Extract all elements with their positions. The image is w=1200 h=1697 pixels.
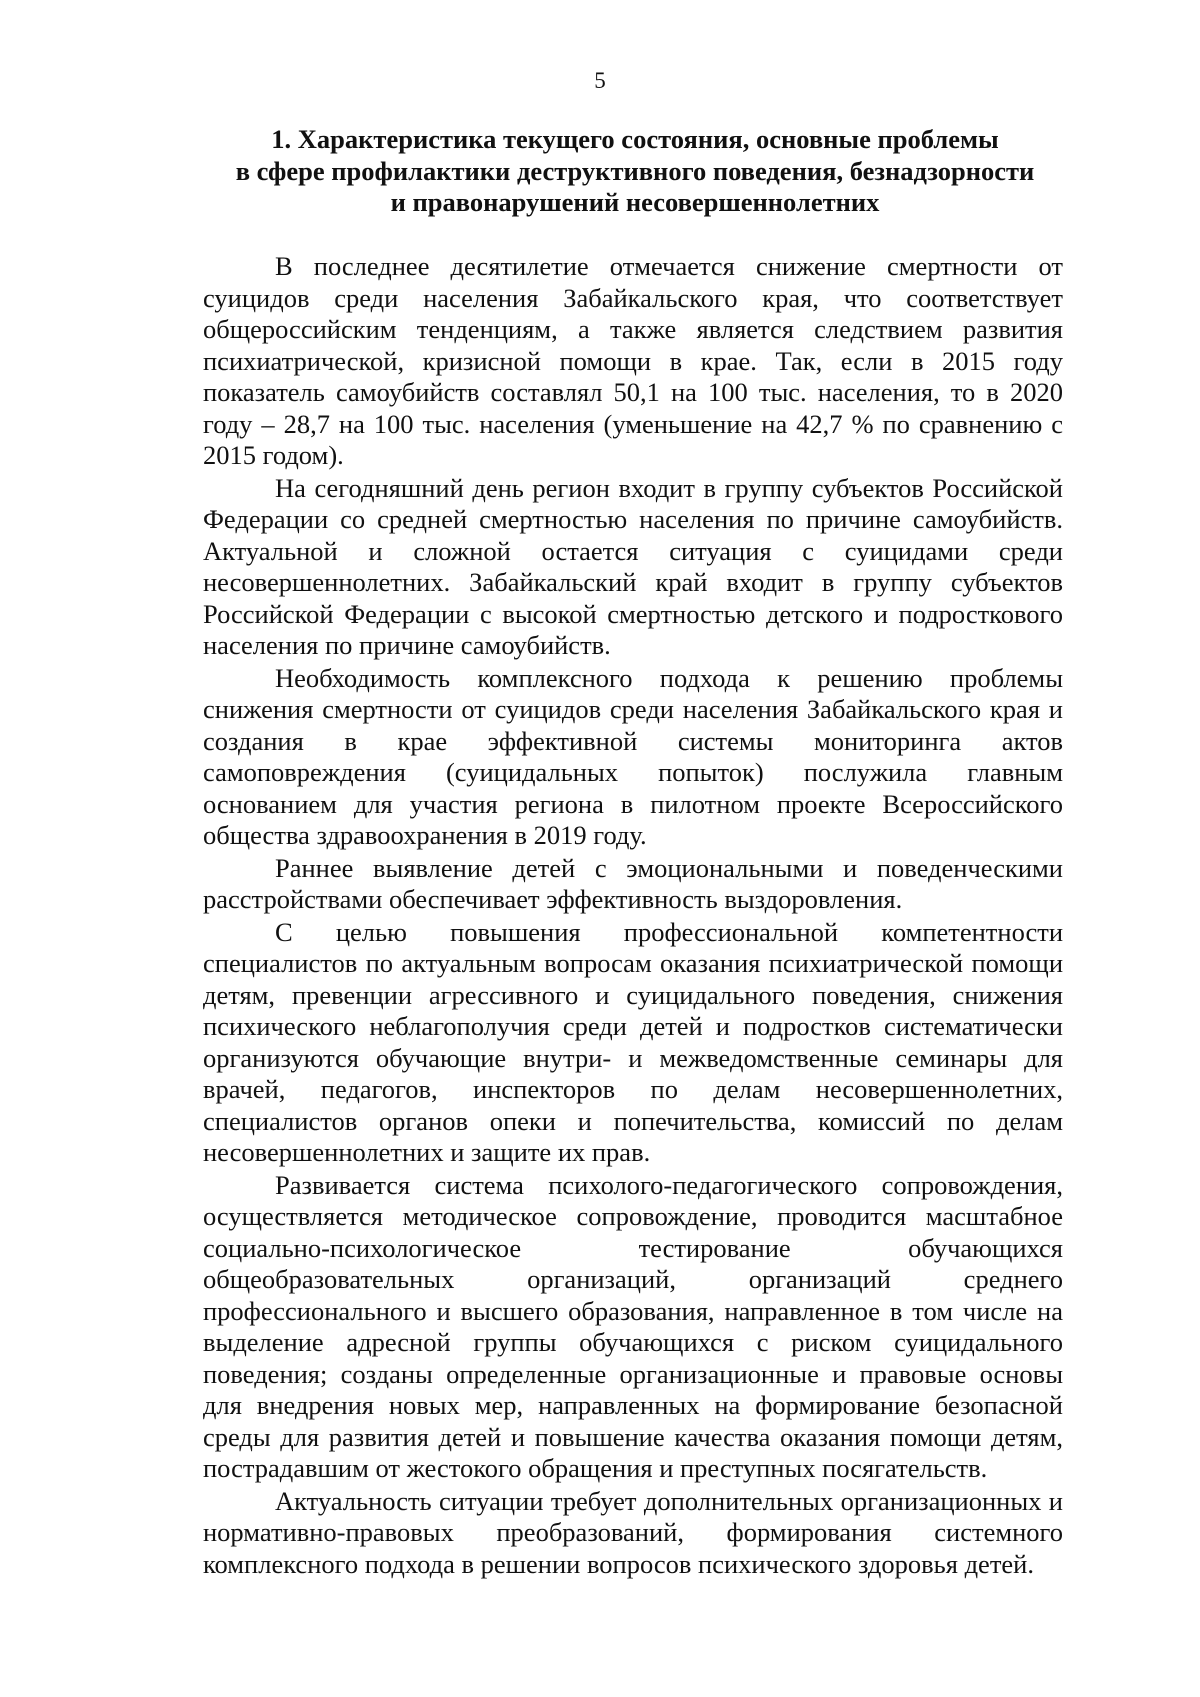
paragraph: С целью повышения профессиональной компетентности специалистов по актуальным вопросам оказания психиатрической помощи детям, превенции агрессивного и суицидального поведения, снижения психического неблагополучия среди детей и подростков систематически организуются обучающие внутри- и межведомственные семинары для врачей, педагогов, инспекторов по делам несовершеннолетних, специалистов органов опеки и попечительства, комиссий по делам несовершеннолетних и защите их прав. [203,916,1063,1167]
section-heading-line: и правонарушений несовершеннолетних [390,187,880,217]
paragraph: Развивается система психолого-педагогического сопровождения, осуществляется методическое сопровождение, проводится масштабное социально-психологическое тестирование обучающихся общеобразовательных организаций, организаций среднего профессионального и высшего образования, направленное в том числе на выделение адресной группы обучающихся с риском суицидального поведения; созданы определенные организационные и правовые основы для внедрения новых мер, направленных на формирование безопасной среды для развития детей и повышение качества оказания помощи детям, пострадавшим от жестокого обращения и преступных посягательств. [203,1169,1063,1483]
paragraph: На сегодняшний день регион входит в группу субъектов Российской Федерации со средней смертностью населения по причине самоубийств. Актуальной и сложной остается ситуация с суицидами среди несовершеннолетних. Забайкальский край входит в группу субъектов Российской Федерации с высокой смертностью детского и подросткового населения по причине самоубийств. [203,472,1063,660]
page-number: 5 [594,68,606,93]
section-heading-line: в сфере профилактики деструктивного поведения, безнадзорности [235,155,1035,186]
section-heading [200,124,1070,219]
section-heading-line: 1. Характеристика текущего состояния, основные проблемы [271,124,999,154]
paragraph: Раннее выявление детей с эмоциональными и поведенческими расстройствами обеспечивает эффективность выздоровления. [203,852,1063,914]
paragraph: Актуальность ситуации требует дополнительных организационных и нормативно-правовых преобразований, формирования системного комплексного подхода в решении вопросов психического здоровья детей. [203,1485,1063,1579]
document-body [203,251,1063,1580]
paragraph: Необходимость комплексного подхода к решению проблемы снижения смертности от суицидов среди населения Забайкальского края и создания в крае эффективной системы мониторинга актов самоповреждения (суицидальных попыток) послужила главным основанием для участия региона в пилотном проекте Всероссийского общества здравоохранения в 2019 году. [203,662,1063,850]
paragraph: В последнее десятилетие отмечается снижение смертности от суицидов среди населения Забайкальского края, что соответствует общероссийским тенденциям, а также является следствием развития психиатрической, кризисной помощи в крае. Так, если в 2015 году показатель самоубийств составлял 50,1 на 100 тыс. населения, то в 2020 году – 28,7 на 100 тыс. населения (уменьшение на 42,7 % по сравнению с 2015 годом). [203,251,1063,470]
